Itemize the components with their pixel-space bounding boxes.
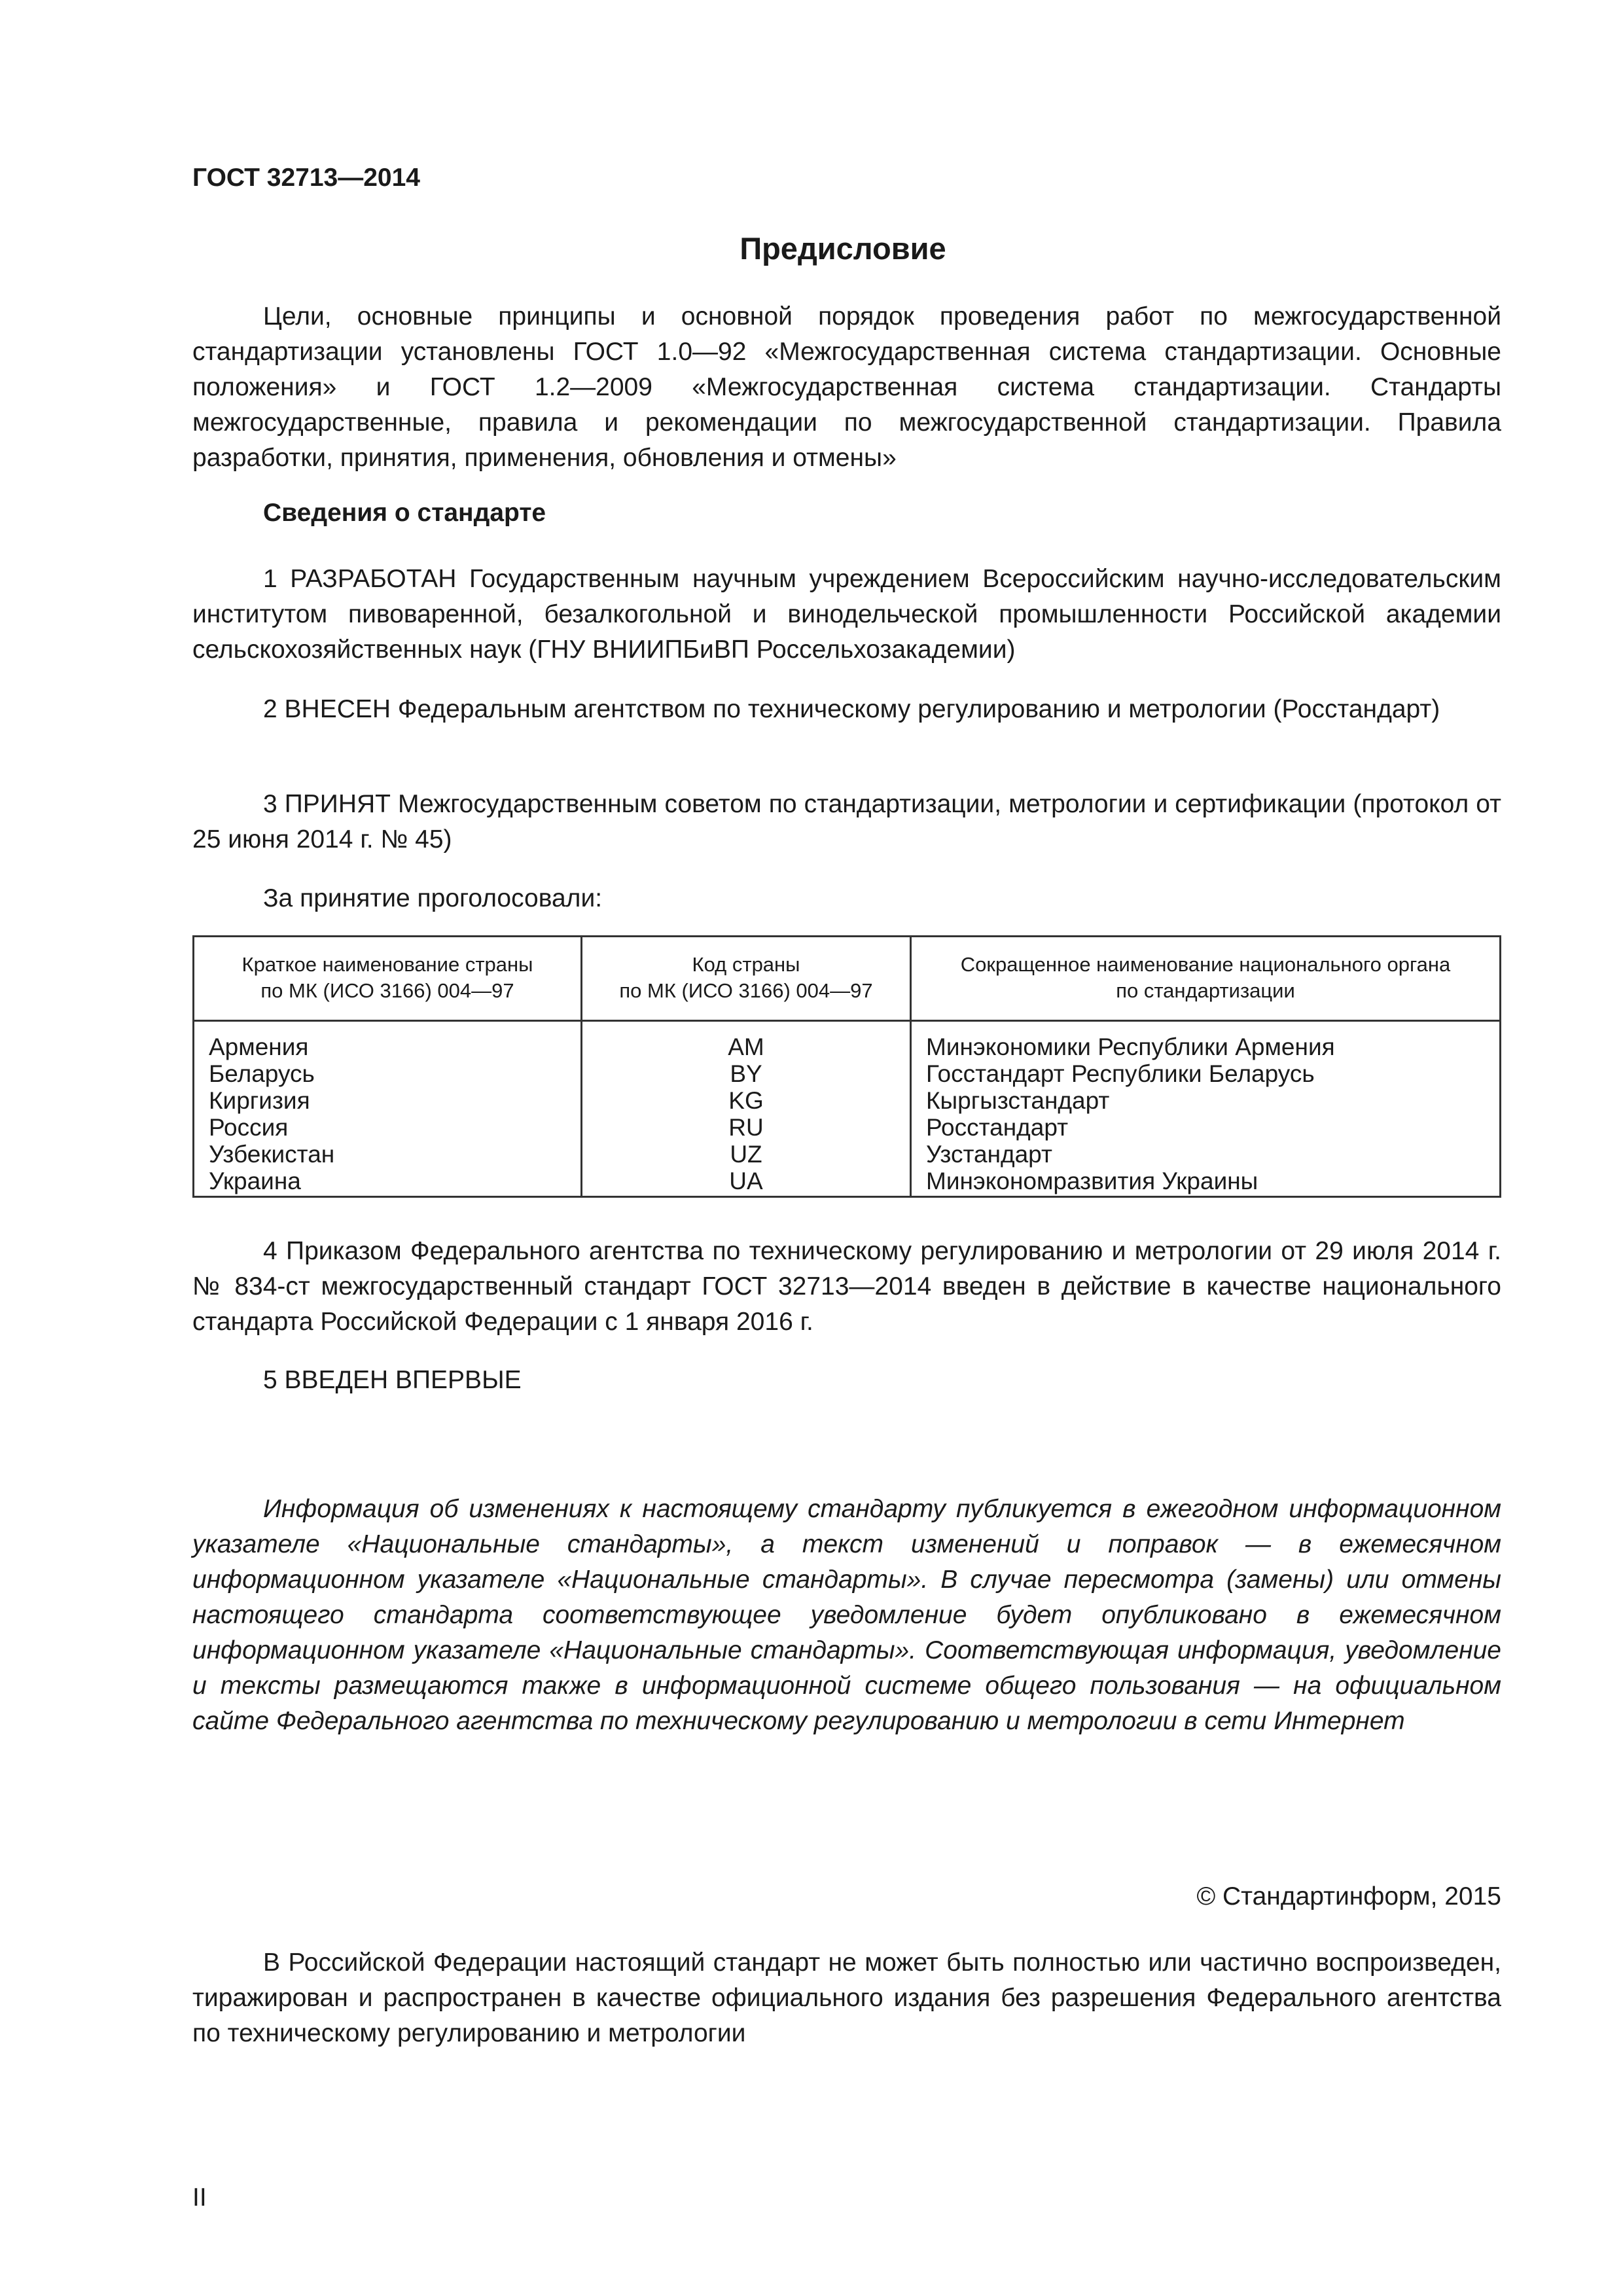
table-row [194,1021,1501,1061]
country-cell: Армения [194,1021,582,1061]
header-national-body: Сокращенное наименование национального органа по стандартизации [911,937,1501,1021]
country-cell: Украина [194,1168,582,1197]
table-row [194,1168,1501,1197]
body-cell: Кыргызстандарт [911,1087,1501,1114]
body-cell: Узстандарт [911,1141,1501,1168]
rights-paragraph: В Российской Федерации настоящий стандарт не может быть полностью или частично воспроизведен, тиражирован и распространен в качестве официального издания без разрешения Федерального агентства по техническому регулированию и метрологии [192,1948,1501,2047]
intro-paragraph: Цели, основные принципы и основной порядок проведения работ по межгосударственной стандартизации установлены ГОСТ 1.0—92 «Межгосударственная система стандартизации. Основные положения» и ГОСТ 1.2—2009 «Межгосударственная система стандартизации. Стандарты межгосударственные, правила и рекомендации по межгосударственной стандартизации. Правила разработки, принятия, применения, обновления и отмены» [192,302,1501,472]
page-title: Предисловие [740,231,946,266]
country-cell: Беларусь [194,1060,582,1087]
item-4-paragraph: 4 Приказом Федерального агентства по техническому регулированию и метрологии от 29 июля 2014 г. № 834-ст межгосударственный стандарт ГОСТ 32713—2014 введен в действие в качестве национального стандарта Российской Федерации с 1 января 2016 г. [192,1237,1501,1336]
table-row [194,1060,1501,1087]
copyright-line: © Стандартинформ, 2015 [1196,1882,1501,1910]
document-code: ГОСТ 32713—2014 [192,164,420,192]
body-cell: Госстандарт Республики Беларусь [911,1060,1501,1087]
item-1-paragraph: 1 РАЗРАБОТАН Государственным научным учреждением Всероссийским научно-исследовательским институтом пивоваренной, безалкогольной и винодельческой промышленности Российской академии сельскохозяйственных наук (ГНУ ВНИИПБиВП Россельхозакадемии) [192,565,1501,664]
table-row [194,1087,1501,1114]
changes-notice: Информация об изменениях к настоящему стандарту публикуется в ежегодном информационном указателе «Национальные стандарты», а текст изменений и поправок — в ежемесячном информационном указателе «Национальные стандарты». В случае пересмотра (замены) или отмены настоящего стандарта соответствующее уведомление будет опубликовано в ежемесячном информационном указателе «Национальные стандарты». Соответствующая информация, уведомление и тексты размещаются также в информационной системе общего пользования — на официальном сайте Федерального агентства по техническому регулированию и метрологии в сети Интернет [192,1495,1501,1735]
country-cell: Россия [194,1114,582,1141]
item-5-paragraph: 5 ВВЕДЕН ВПЕРВЫЕ [263,1366,522,1394]
voting-table [192,935,1501,1198]
table-row [194,1141,1501,1168]
body-cell: Минэкономразвития Украины [911,1168,1501,1197]
page-number: II [192,2183,207,2212]
body-cell: Минэкономики Республики Армения [911,1021,1501,1061]
country-cell: Узбекистан [194,1141,582,1168]
vote-intro: За принятие проголосовали: [263,884,603,912]
item-3-paragraph: 3 ПРИНЯТ Межгосударственным советом по стандартизации, метрологии и сертификации (протокол от 25 июня 2014 г. № 45) [192,790,1501,853]
code-cell: UZ [582,1141,911,1168]
table-row [194,1114,1501,1141]
code-cell: AM [582,1021,911,1061]
info-heading: Сведения о стандарте [263,499,546,527]
code-cell: KG [582,1087,911,1114]
table-header-row [194,937,1501,1021]
code-cell: UA [582,1168,911,1197]
header-country-code: Код страны по МК (ИСО 3166) 004—97 [582,937,911,1021]
header-country-name: Краткое наименование страны по МК (ИСО 3166) 004—97 [194,937,582,1021]
code-cell: BY [582,1060,911,1087]
item-2-paragraph: 2 ВНЕСЕН Федеральным агентством по техническому регулированию и метрологии (Росстандарт) [263,695,1440,723]
body-cell: Росстандарт [911,1114,1501,1141]
code-cell: RU [582,1114,911,1141]
country-cell: Киргизия [194,1087,582,1114]
